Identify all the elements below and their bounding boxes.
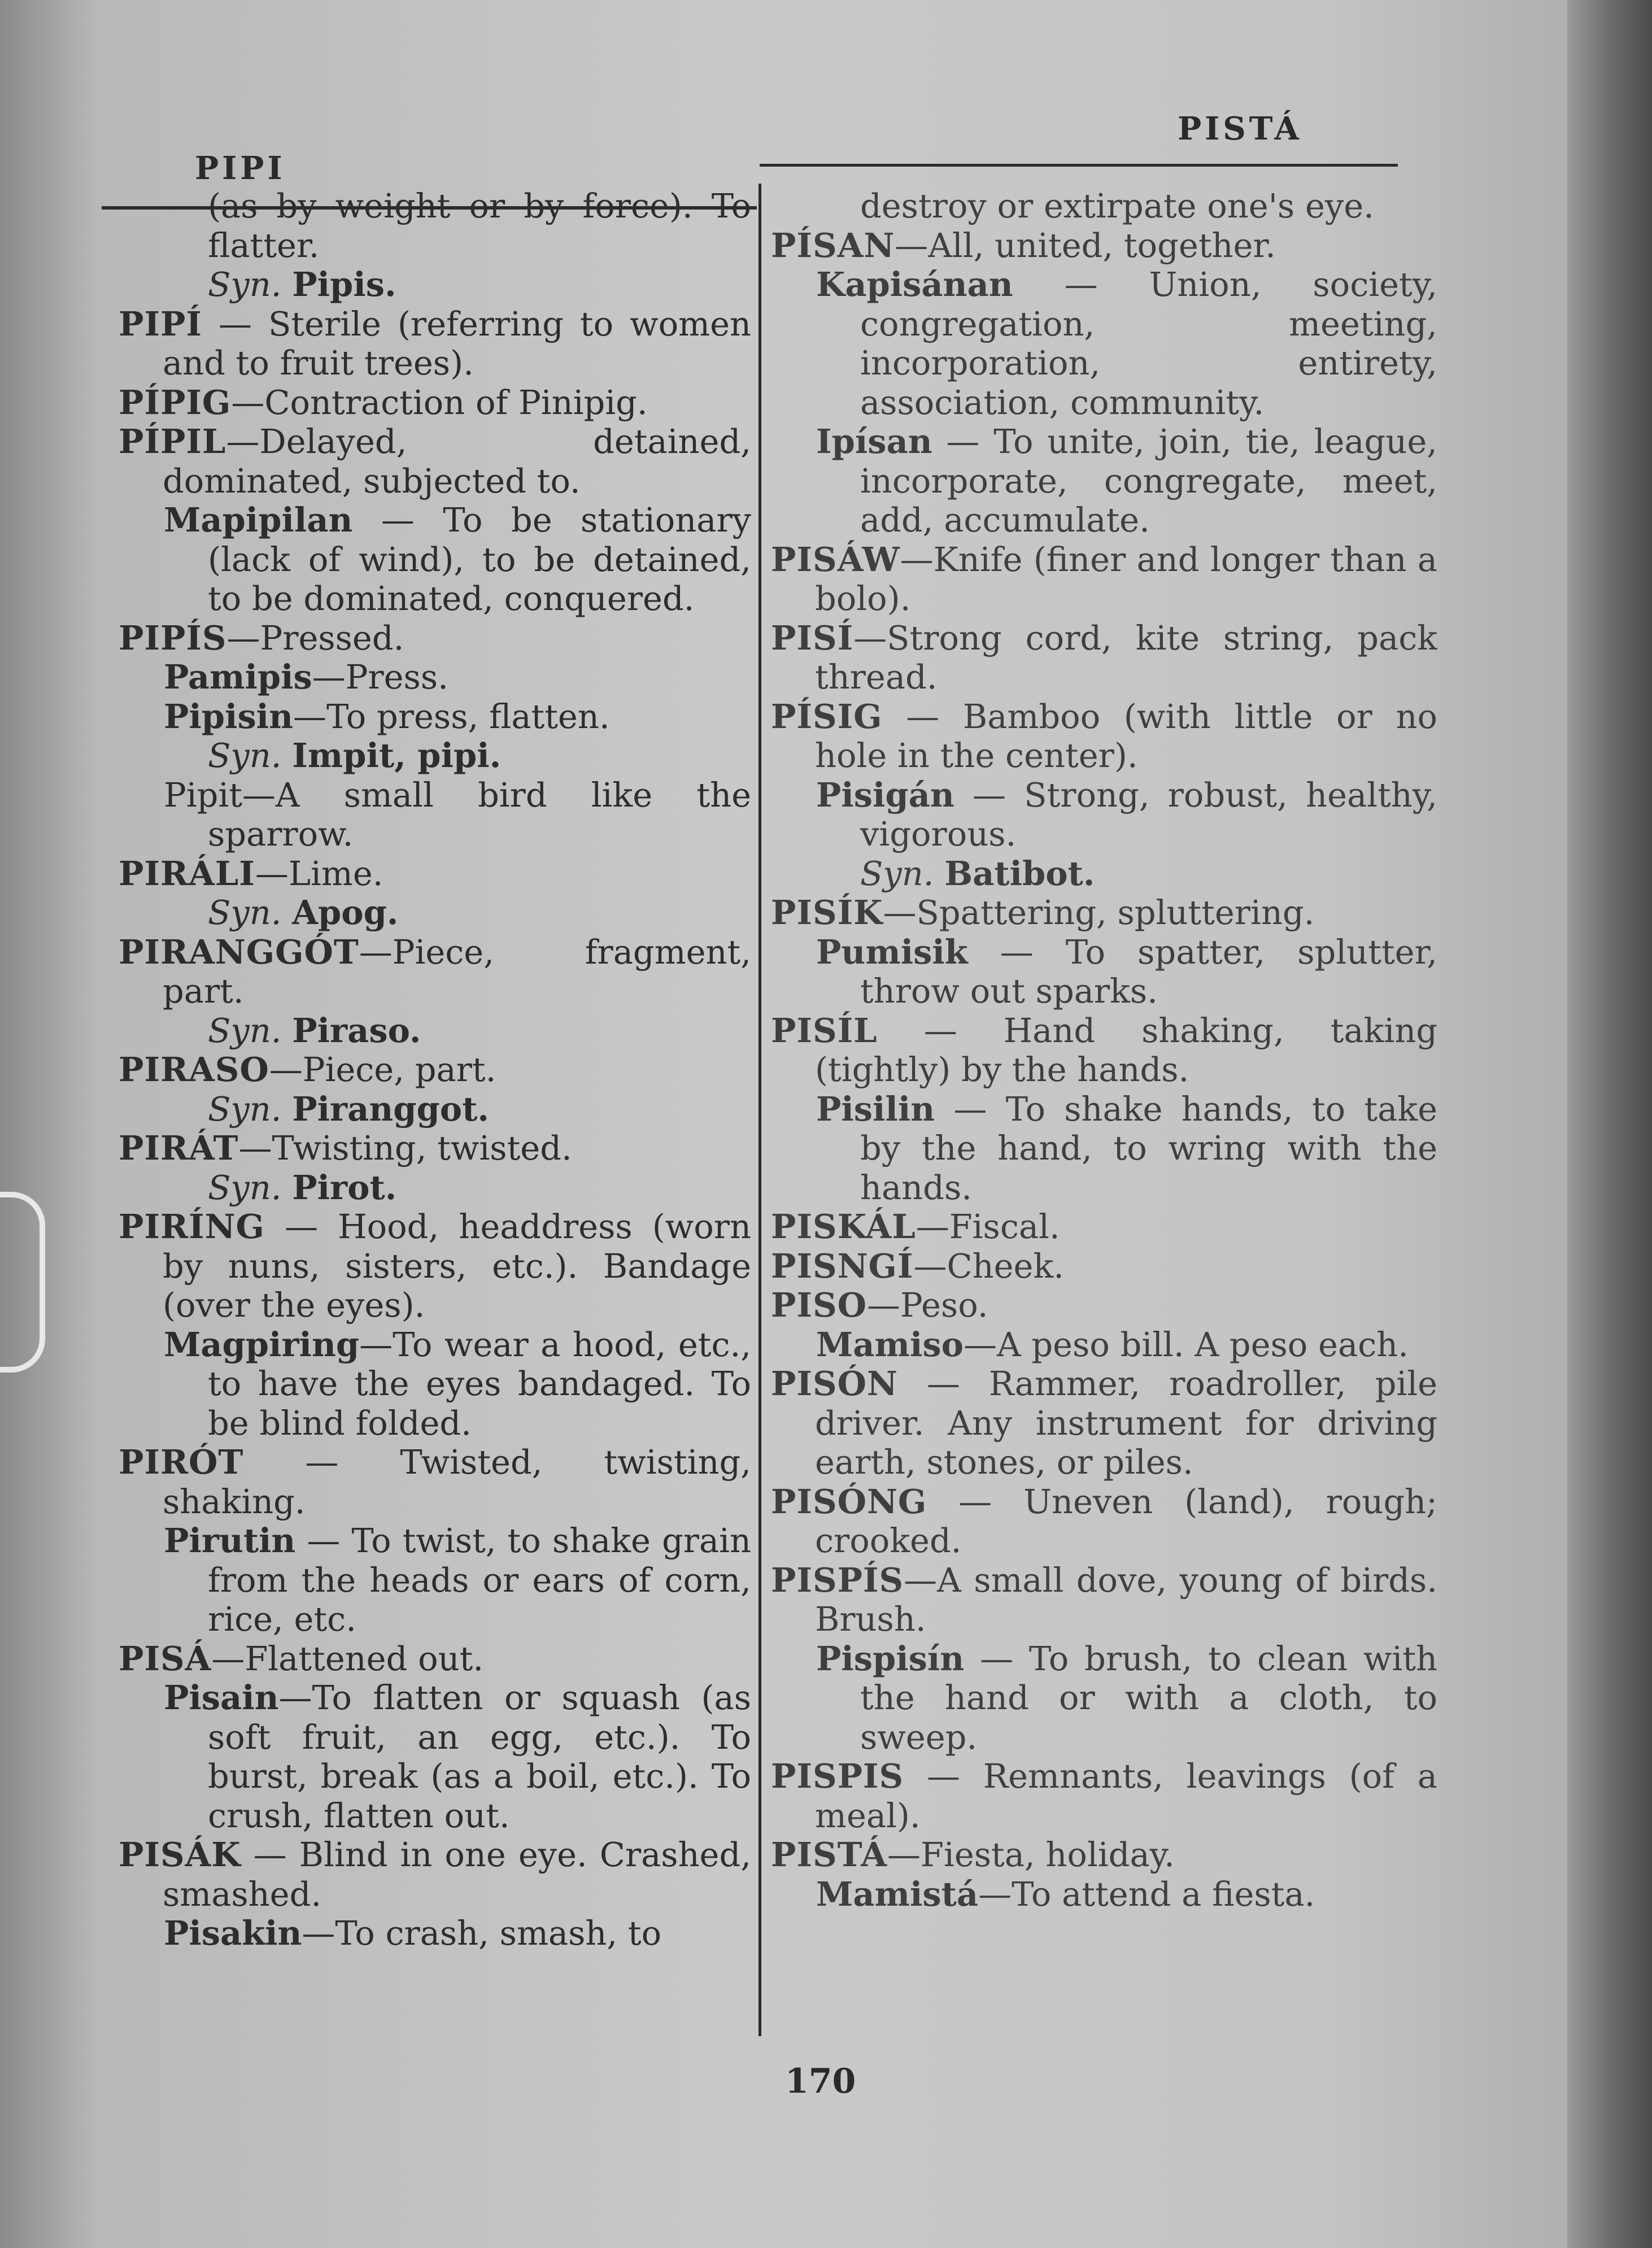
definition: —Peso. <box>866 1286 988 1325</box>
binder-clip <box>0 1192 45 1373</box>
subentry <box>119 776 751 854</box>
subentry-headword: Mapipilan <box>164 500 353 539</box>
subentry-headword: Pipit <box>164 775 242 814</box>
entry <box>771 1561 1437 1639</box>
column-divider <box>759 184 761 2036</box>
headword: PISÓN <box>771 1364 898 1403</box>
definition: —Knife (finer and longer than a bolo). <box>815 539 1437 618</box>
headword: PISO <box>771 1286 867 1325</box>
headword: PISTÁ <box>771 1835 888 1874</box>
subentry <box>771 1875 1437 1914</box>
entry <box>771 1286 1437 1325</box>
entry <box>119 383 751 422</box>
definition: —A peso bill. A peso each. <box>963 1325 1409 1364</box>
definition: — To brush, to clean with the hand or with a cloth, to sweep. <box>860 1639 1437 1757</box>
headword: PIRASO <box>119 1050 269 1089</box>
definition: —Press. <box>312 657 448 696</box>
synonym-line: Syn. Apog. <box>208 893 399 932</box>
definition: — Union, society, congregation, meeting, incorporation, entirety, association, community. <box>860 265 1437 422</box>
definition: —Contraction of Pinipig. <box>231 382 648 422</box>
subentry-headword: Pumisik <box>816 932 968 971</box>
subentry-headword: Pamipis <box>164 657 312 696</box>
headword: PÍPIG <box>119 382 232 422</box>
entry <box>771 226 1437 265</box>
entry <box>771 540 1437 618</box>
subentry <box>119 500 751 618</box>
definition: — To spatter, splutter, throw out sparks. <box>860 932 1437 1010</box>
entry <box>771 1835 1437 1875</box>
definition: —Cheek. <box>913 1246 1064 1286</box>
definition: — Hand shaking, taking (tightly) by the hands. <box>815 1010 1437 1089</box>
entry <box>119 1443 751 1521</box>
entry <box>771 697 1437 776</box>
headword: PISÁK <box>119 1835 241 1874</box>
definition: —To flatten or squash (as soft fruit, an egg, etc.). To burst, break (as a boil, etc.). To crush, flatten out. <box>208 1678 751 1835</box>
entry <box>119 1207 751 1325</box>
synonym-line: Syn. Pirot. <box>208 1167 397 1207</box>
subentry-headword: Ipísan <box>816 422 932 461</box>
entry <box>771 618 1437 697</box>
entry <box>119 1639 751 1679</box>
subentry-headword: Pisigán <box>816 775 954 814</box>
definition: — To unite, join, tie, league, incorporate, congregate, meet, add, accumulate. <box>860 422 1437 539</box>
entry <box>771 1011 1437 1090</box>
subentry <box>771 776 1437 854</box>
headword: PIPÍ <box>119 304 202 343</box>
definition: — Rammer, roadroller, pile driver. Any instrument for driving earth, stones, or piles. <box>815 1364 1437 1482</box>
headword: PIRÁT <box>119 1129 239 1167</box>
headword: PIPÍS <box>119 618 227 657</box>
headword: PISÁW <box>771 539 900 579</box>
definition: —Strong cord, kite string, pack thread. <box>815 618 1437 696</box>
synonym-line: Syn. Impit, pipi. <box>208 736 502 775</box>
header-rule-right <box>760 164 1398 167</box>
synonym-line: Syn. Piraso. <box>208 1010 421 1050</box>
continuation-text: (as by weight or by force). To flatter. <box>208 186 751 265</box>
synonym-line: Syn. Piranggot. <box>208 1089 489 1129</box>
definition: — To twist, to shake grain from the heads or ears of corn, rice, etc. <box>208 1521 751 1639</box>
subentry-headword: Pisain <box>164 1678 279 1717</box>
headword: PISÁ <box>119 1639 212 1678</box>
definition: — Remnants, leavings (of a meal). <box>815 1757 1437 1835</box>
running-head-left: PIPI <box>195 150 286 187</box>
subentry-headword: Pirutin <box>164 1521 296 1560</box>
definition: —To attend a fiesta. <box>978 1874 1315 1914</box>
entry <box>771 1364 1437 1482</box>
definition: — Hood, headdress (worn by nuns, sisters, etc.). Bandage (over the eyes). <box>163 1207 751 1325</box>
subentry-headword: Pisilin <box>816 1089 935 1129</box>
headword: PISNGÍ <box>771 1246 914 1286</box>
subentry <box>119 1325 751 1443</box>
headword: PISÍ <box>771 618 854 657</box>
entry <box>771 1482 1437 1561</box>
definition: —All, united, together. <box>895 225 1276 265</box>
definition: — Sterile (referring to women and to fruit trees). <box>163 304 751 382</box>
definition: —A small bird like the sparrow. <box>208 775 751 853</box>
definition: —Piece, part. <box>269 1050 496 1089</box>
entry <box>119 1129 751 1168</box>
definition: —To press, flatten. <box>293 696 610 736</box>
definition: — Uneven (land), rough; crooked. <box>815 1482 1437 1560</box>
definition: —To crash, smash, to <box>302 1914 662 1953</box>
left-column <box>119 186 751 2028</box>
definition: — Bamboo (with little or no hole in the center). <box>815 696 1437 775</box>
right-column <box>771 186 1437 2028</box>
entry <box>119 304 751 383</box>
entry <box>771 1757 1437 1835</box>
definition: —To wear a hood, etc., to have the eyes bandaged. To be blind folded. <box>208 1325 751 1443</box>
headword: PISÓNG <box>771 1482 927 1521</box>
headword: PIRANGGÓT <box>119 932 359 971</box>
headword: PÍSAN <box>771 225 895 265</box>
entry <box>119 1050 751 1090</box>
definition: — Strong, robust, healthy, vigorous. <box>860 775 1437 853</box>
headword: PISKÁL <box>771 1207 916 1246</box>
subentry <box>119 697 751 737</box>
definition: —A small dove, young of birds. Brush. <box>815 1560 1437 1639</box>
entry <box>119 618 751 658</box>
subentry <box>771 265 1437 422</box>
headword: PIRÁLI <box>119 853 255 893</box>
definition: —Spattering, spluttering. <box>883 893 1315 932</box>
subentry <box>771 1639 1437 1757</box>
subentry <box>119 1521 751 1639</box>
subentry <box>771 933 1437 1011</box>
synonym-line: Syn. Pipis. <box>208 265 396 304</box>
definition: — To shake hands, to take by the hand, to wring with the hands. <box>860 1089 1437 1207</box>
headword: PÍSIG <box>771 696 883 736</box>
subentry <box>771 1090 1437 1208</box>
subentry <box>119 657 751 697</box>
definition: —Flattened out. <box>211 1639 484 1678</box>
subentry <box>119 1678 751 1835</box>
headword: PISÍK <box>771 893 883 932</box>
headword: PISPÍS <box>771 1560 904 1600</box>
definition: —Twisting, twisted. <box>238 1129 572 1167</box>
subentry-headword: Mamistá <box>816 1874 979 1914</box>
book-spine-edge <box>1567 0 1652 2248</box>
subentry-headword: Magpiring <box>164 1325 360 1364</box>
definition: —Piece, fragment, part. <box>163 932 751 1010</box>
entry <box>119 854 751 894</box>
definition: —Pressed. <box>226 618 404 657</box>
definition: — Blind in one eye. Crashed, smashed. <box>163 1835 751 1914</box>
definition: — To be stationary (lack of wind), to be detained, to be dominated, conquered. <box>208 500 751 618</box>
headword: PISPIS <box>771 1757 904 1796</box>
entry <box>119 422 751 500</box>
headword: PISÍL <box>771 1010 878 1050</box>
page-number: 170 <box>785 2062 856 2101</box>
entry <box>771 893 1437 933</box>
definition: —Fiscal. <box>916 1207 1060 1246</box>
synonym-line: Syn. Batibot. <box>860 853 1095 893</box>
subentry <box>119 1914 751 1953</box>
definition: —Delayed, detained, dominated, subjected to. <box>163 422 751 500</box>
subentry <box>771 422 1437 540</box>
entry <box>119 1835 751 1914</box>
subentry-headword: Pipisin <box>164 696 293 736</box>
subentry-headword: Pisakin <box>164 1914 302 1953</box>
definition: —Fiesta, holiday. <box>887 1835 1175 1874</box>
headword: PÍPIL <box>119 422 226 461</box>
subentry-headword: Mamiso <box>816 1325 964 1364</box>
headword: PIRÍNG <box>119 1207 265 1246</box>
definition: — Twisted, twisting, shaking. <box>163 1443 751 1521</box>
definition: —Lime. <box>255 853 383 893</box>
subentry-headword: Kapisánan <box>816 265 1013 304</box>
continuation-text: destroy or extirpate one's eye. <box>860 186 1374 225</box>
subentry <box>771 1325 1437 1365</box>
running-head-right: PISTÁ <box>1178 110 1302 147</box>
headword: PIRÓT <box>119 1443 244 1482</box>
entry <box>119 933 751 1011</box>
subentry-headword: Pispisín <box>816 1639 965 1678</box>
entry <box>771 1207 1437 1247</box>
entry <box>771 1247 1437 1286</box>
